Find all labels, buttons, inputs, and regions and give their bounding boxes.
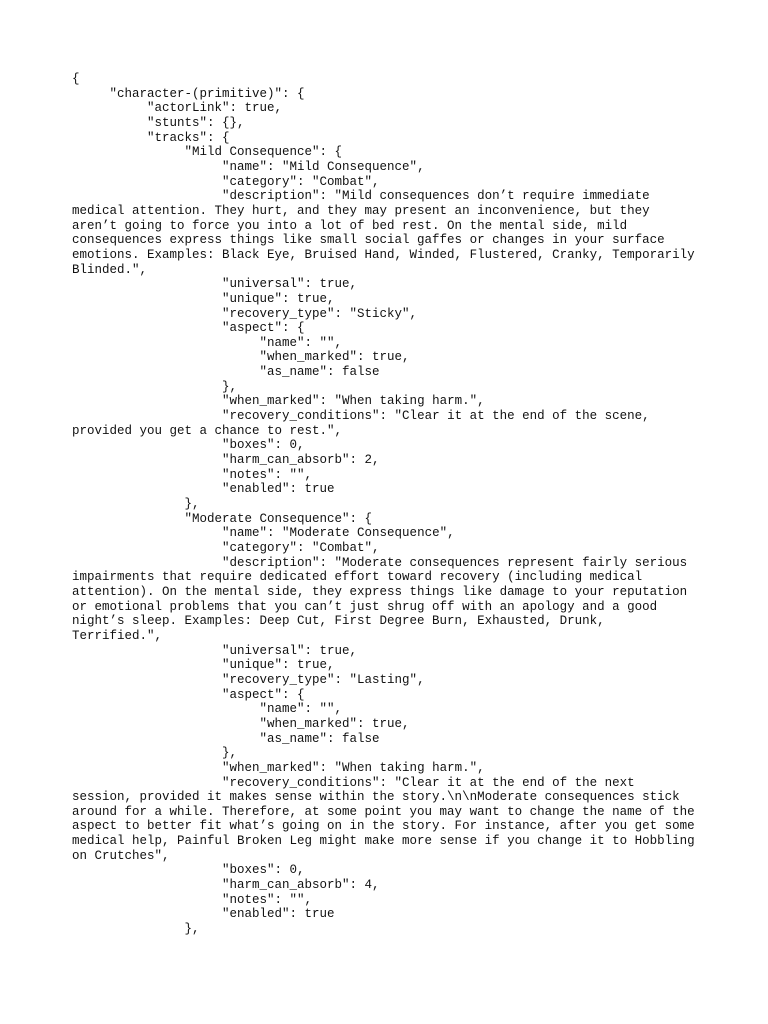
code-line: "actorLink": true, [72, 101, 283, 116]
code-line: }, [72, 746, 238, 761]
code-line: }, [72, 922, 200, 937]
code-line: medical help, Painful Broken Leg might make more sense if you change it to Hobbling [72, 834, 695, 849]
code-line: medical attention. They hurt, and they may present an inconvenience, but they [72, 203, 650, 218]
code-line: "boxes": 0, [72, 863, 305, 878]
code-line: Blinded.", [72, 262, 148, 277]
code-line: consequences express things like small social gaffes or changes in your surface [72, 233, 665, 248]
code-line: "name": "Mild Consequence", [72, 159, 425, 174]
code-line: "universal": true, [72, 277, 358, 292]
code-line: "as_name": false [72, 365, 380, 380]
code-line: "notes": "", [72, 892, 313, 907]
code-line: "recovery_type": "Sticky", [72, 306, 418, 321]
code-line: "unique": true, [72, 291, 335, 306]
code-line: "boxes": 0, [72, 438, 305, 453]
code-line: provided you get a chance to rest.", [72, 423, 343, 438]
code-line: "tracks": { [72, 130, 230, 145]
code-line: "description": "Mild consequences don’t require immediate [72, 189, 650, 204]
code-line: "description": "Moderate consequences represent fairly serious [72, 555, 688, 570]
code-line: "when_marked": true, [72, 350, 410, 365]
code-line: session, provided it makes sense within the story.\n\nModerate consequences stick [72, 790, 680, 805]
code-line: impairments that require dedicated effort toward recovery (including medical [72, 570, 643, 585]
code-line: }, [72, 379, 238, 394]
code-line: "Mild Consequence": { [72, 145, 343, 160]
code-line: "harm_can_absorb": 2, [72, 453, 380, 468]
code-line: night’s sleep. Examples: Deep Cut, First Degree Burn, Exhausted, Drunk, [72, 614, 605, 629]
code-line: }, [72, 497, 200, 512]
code-line: around for a while. Therefore, at some point you may want to change the name of the [72, 804, 695, 819]
code-line: "recovery_conditions": "Clear it at the end of the next [72, 775, 635, 790]
code-line: or emotional problems that you can’t just shrug off with an apology and a good [72, 599, 658, 614]
code-line: "category": "Combat", [72, 174, 380, 189]
code-line: "enabled": true [72, 907, 335, 922]
code-line: "unique": true, [72, 658, 335, 673]
document-page [72, 72, 712, 972]
code-line: "recovery_conditions": "Clear it at the end of the scene, [72, 409, 650, 424]
code-line: "recovery_type": "Lasting", [72, 672, 425, 687]
code-line: "universal": true, [72, 643, 358, 658]
code-line: "name": "", [72, 335, 343, 350]
code-line: "when_marked": "When taking harm.", [72, 760, 485, 775]
code-line: "aspect": { [72, 321, 305, 336]
code-line: Terrified.", [72, 628, 163, 643]
code-line: "name": "", [72, 702, 343, 717]
code-line: "stunts": {}, [72, 115, 245, 130]
code-line: "notes": "", [72, 467, 313, 482]
code-line: "name": "Moderate Consequence", [72, 526, 455, 541]
code-line: "harm_can_absorb": 4, [72, 878, 380, 893]
code-line: "character-(primitive)": { [72, 86, 305, 101]
code-line: "as_name": false [72, 731, 380, 746]
code-line: aren’t going to force you into a lot of bed rest. On the mental side, mild [72, 218, 628, 233]
json-code-block [72, 72, 712, 937]
code-line: { [72, 72, 80, 86]
code-line: "Moderate Consequence": { [72, 511, 373, 526]
code-line: "when_marked": "When taking harm.", [72, 394, 485, 409]
code-line: "enabled": true [72, 482, 335, 497]
code-line: "aspect": { [72, 687, 305, 702]
code-line: "category": "Combat", [72, 541, 380, 555]
code-line: on Crutches", [72, 848, 170, 863]
code-line: emotions. Examples: Black Eye, Bruised Hand, Winded, Flustered, Cranky, Temporarily [72, 247, 695, 262]
code-line: attention). On the mental side, they express things like damage to your reputation [72, 584, 688, 599]
code-line: aspect to better fit what’s going on in the story. For instance, after you get some [72, 819, 695, 834]
code-line: "when_marked": true, [72, 716, 410, 731]
